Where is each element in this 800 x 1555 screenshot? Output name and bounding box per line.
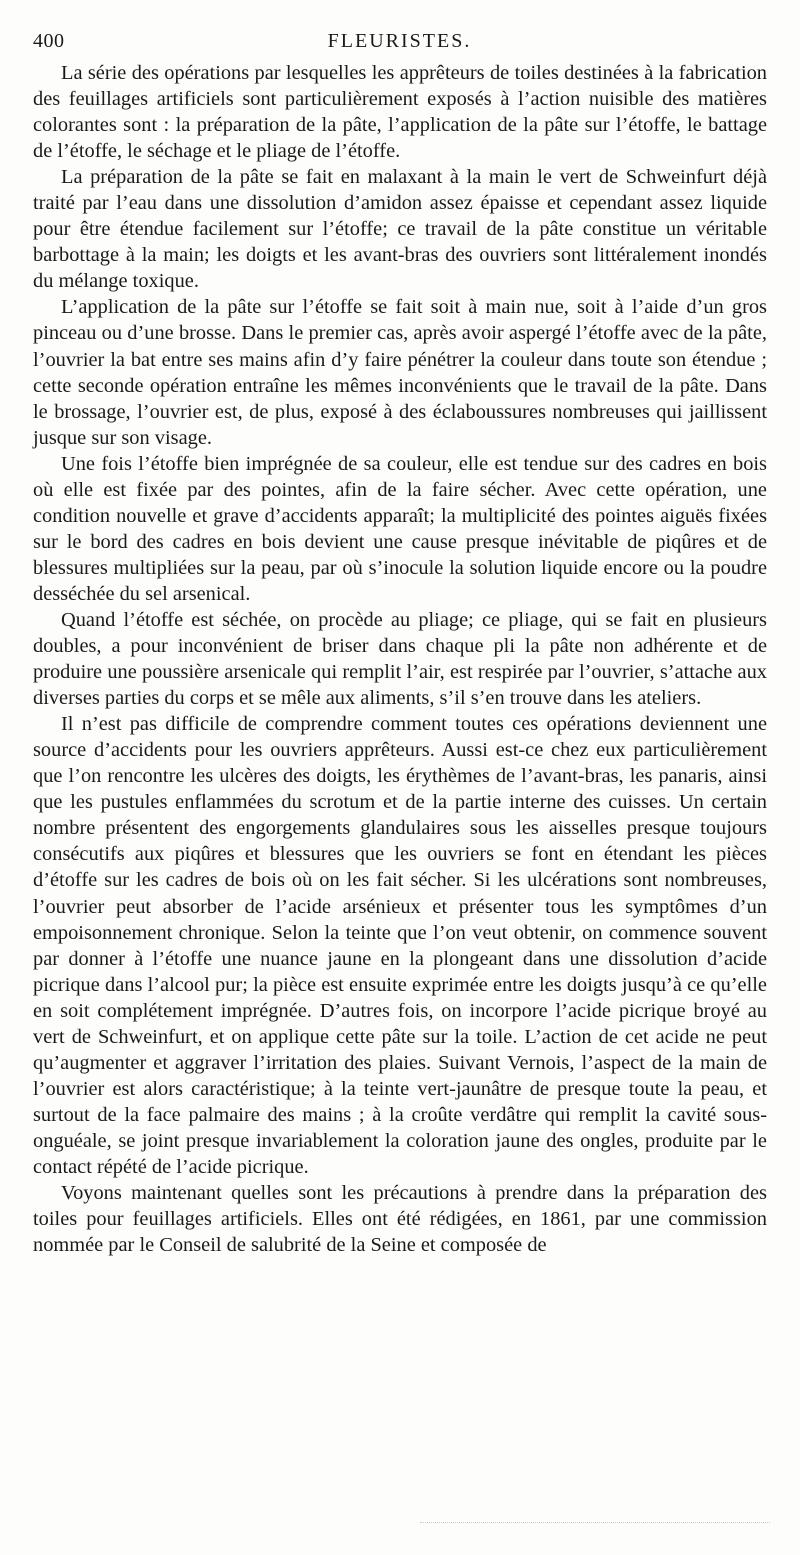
paragraph: L’application de la pâte sur l’étoffe se fait soit à main nue, soit à l’aide d’un gros pinceau ou d’une brosse. Dans le premier cas, après avoir aspergé l’étoffe avec de la pâte, l’ouvrier la bat entre ses mains afin d’y faire pénétrer la couleur dans toute son étendue ; cette seconde opération entraîne les mêmes inconvénients que le travail de la pâte. Dans le brossage, l’ouvrier est, de plus, exposé à des éclaboussures nombreuses qui jaillissent jusque sur son visage. (33, 296, 767, 449)
paragraph: Quand l’étoffe est séchée, on procède au pliage; ce pliage, qui se fait en plusieurs doubles, a pour inconvénient de briser dans chaque pli la pâte non adhérente et de produire une poussière arsenicale qui remplit l’air, est respirée par l’ouvrier, s’attache aux diverses parties du corps et se mêle aux aliments, s’il s’en trouve dans les ateliers. (33, 608, 767, 710)
running-title: FLEURISTES. (327, 30, 472, 52)
paragraph: La préparation de la pâte se fait en malaxant à la main le vert de Schweinfurt déjà traité par l’eau dans une dissolution d’amidon assez épaisse et cependant assez liquide pour être étendue facilement sur l’étoffe; ce travail de la pâte constitue un véritable barbottage à la main; les doigts et les avant-bras des ouvriers sont littéralement inondés du mélange toxique. (33, 166, 767, 293)
paragraph: Il n’est pas difficile de comprendre comment toutes ces opérations deviennent une source d’accidents pour les ouvriers apprêteurs. Aussi est-ce chez eux particulièrement que l’on rencontre les ulcères des doigts, les érythèmes de l’avant-bras, les panaris, ainsi que les pustules enflammées du scrotum et de la partie interne des cuisses. Un certain nombre présentent des engorgements glandulaires sous les aisselles presque toujours consécutifs aux piqûres et blessures que les ouvriers se font en étendant les pièces d’étoffe sur les cadres de bois où on les fait sécher. Si les ulcérations sont nombreuses, l’ouvrier peut absorber de l’acide arsénieux et présenter tous les symptômes d’un empoisonnement chronique. Selon la teinte que l’on veut obtenir, on commence souvent par donner à l’étoffe une nuance jaune en la plongeant dans une dissolution d’acide picrique dans l’alcool pur; la pièce est ensuite exprimée entre les doigts jusqu’à ce qu’elle en soit complétement imprégnée. D’autres fois, on incorpore l’acide picrique broyé au vert de Schweinfurt, et on applique cette pâte sur la toile. L’action de cet acide ne peut qu’augmenter et aggraver l’irritation des plaies. Suivant Vernois, l’aspect de la main de l’ouvrier est alors caractéristique; à la teinte vert-jaunâtre de presque toute la peau, et surtout de la face palmaire des mains ; à la croûte verdâtre qui remplit la cavité sous-onguéale, se joint presque invariablement la coloration jaune des ongles, produite par le contact répété de l’acide picrique. (33, 713, 767, 1178)
page-number: 400 (33, 30, 65, 52)
page-body (33, 60, 767, 1258)
paragraph: La série des opérations par lesquelles les apprêteurs de toiles destinées à la fabrication des feuillages artificiels sont particulièrement exposés à l’action nuisible des matières colorantes sont : la préparation de la pâte, l’application de la pâte sur l’étoffe, le battage de l’étoffe, le séchage et le pliage de l’étoffe. (33, 62, 767, 163)
paragraph: Voyons maintenant quelles sont les précautions à prendre dans la préparation des toiles pour feuillages artificiels. Elles ont été rédigées, en 1861, par une commission nommée par le Conseil de salubrité de la Seine et composée de (33, 1182, 767, 1257)
page-header (33, 30, 766, 56)
scan-specks (420, 1522, 770, 1525)
paragraph: Une fois l’étoffe bien imprégnée de sa couleur, elle est tendue sur des cadres en bois où elle est fixée par des pointes, afin de la faire sécher. Avec cette opération, une condition nouvelle et grave d’accidents apparaît; la multiplicité des pointes aiguës fixées sur le bord des cadres en bois devient une cause presque inévitable de piqûres et de blessures multipliées sur la peau, par où s’inocule la solution liquide encore ou la poudre desséchée du sel arsenical. (33, 452, 767, 605)
